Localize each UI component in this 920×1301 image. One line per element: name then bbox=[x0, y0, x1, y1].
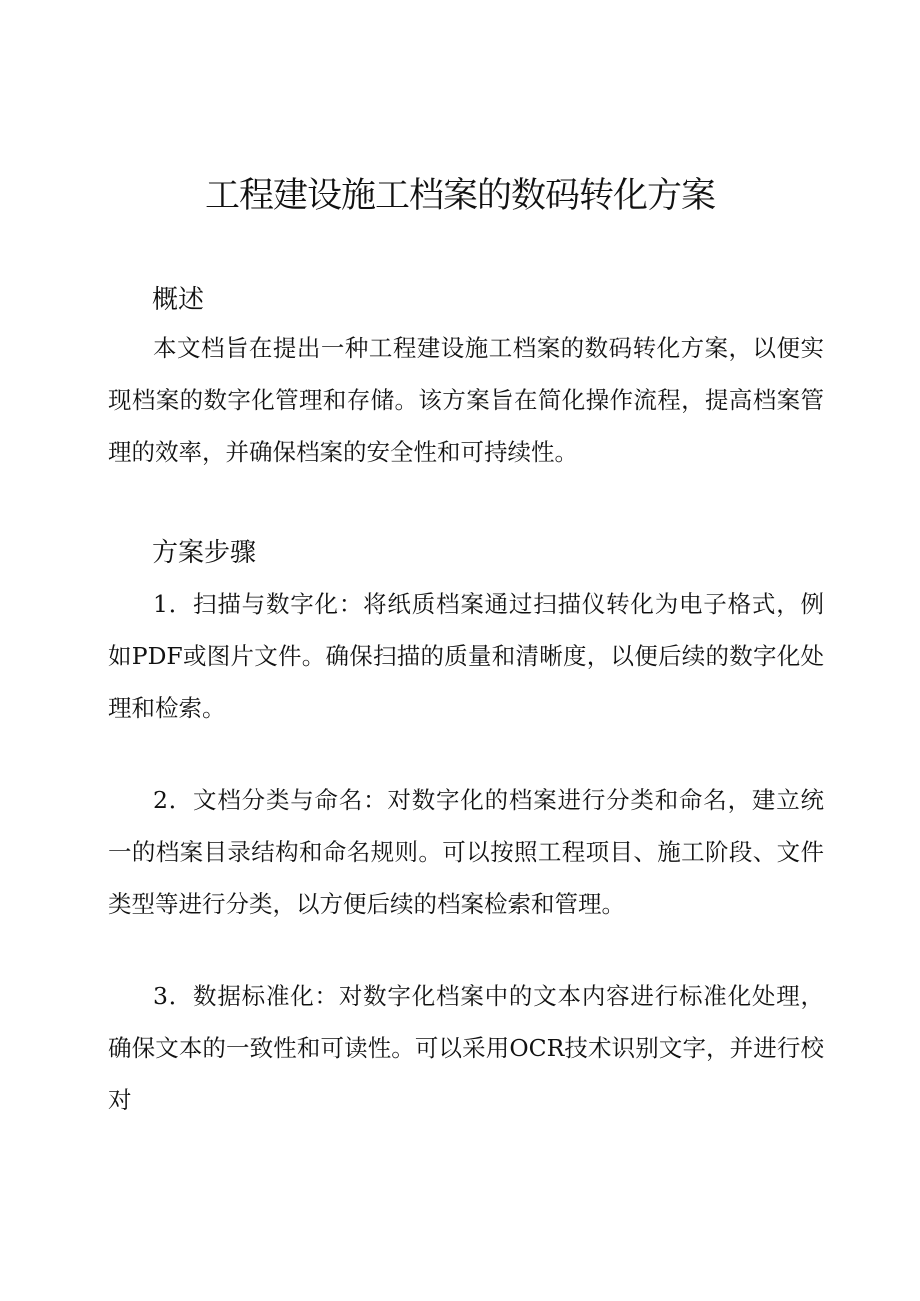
document-title: 工程建设施工档案的数码转化方案 bbox=[204, 176, 715, 216]
section-heading-steps: 方案步骤 bbox=[152, 538, 257, 568]
overview-paragraph: 本文档旨在提出一种工程建设施工档案的数码转化方案，以便实现档案的数字化管理和存储。该方案旨在简化操作流程，提高档案管理的效率，并确保档案的安全性和可持续性。 bbox=[108, 334, 824, 466]
step-3-paragraph: 3．数据标准化：对数字化档案中的文本内容进行标准化处理，确保文本的一致性和可读性。可以采用OCR技术识别文字，并进行校对 bbox=[108, 982, 824, 1114]
section-heading-overview: 概述 bbox=[152, 285, 205, 315]
step-2-paragraph: 2．文档分类与命名：对数字化的档案进行分类和命名，建立统一的档案目录结构和命名规则。可以按照工程项目、施工阶段、文件类型等进行分类，以方便后续的档案检索和管理。 bbox=[108, 786, 824, 918]
step-1-paragraph: 1．扫描与数字化：将纸质档案通过扫描仪转化为电子格式，例如PDF或图片文件。确保扫描的质量和清晰度，以便后续的数字化处理和检索。 bbox=[108, 590, 824, 722]
